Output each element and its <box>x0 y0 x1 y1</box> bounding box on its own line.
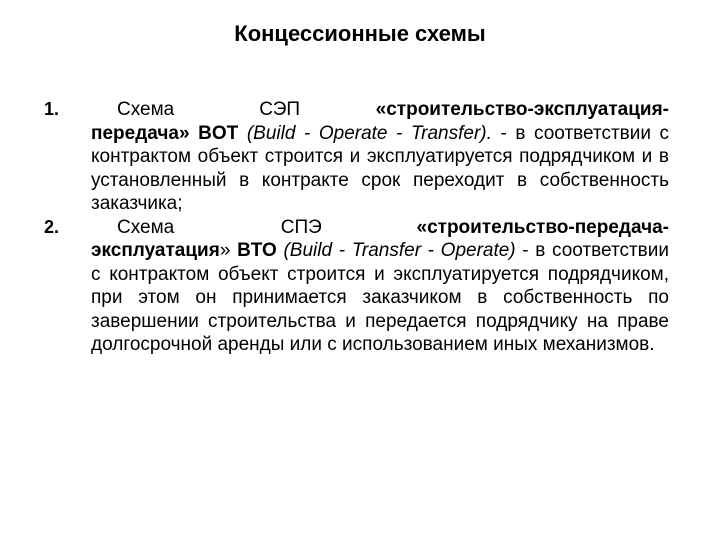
scheme-word: Схема <box>117 216 175 238</box>
list-item <box>0 98 720 216</box>
scheme-description: - в соответствии с контрактом объект строится и эксплуатируется подрядчиком, при этом он принимается заказчиком в собственность по завершении строительства и передается подрядчику на праве долгосрочной аренды или с использованием иных механизмов. <box>91 240 669 355</box>
scheme-abbr: СПЭ <box>280 216 322 238</box>
list-item-number: 1. <box>44 99 60 119</box>
scheme-expansion: (Build - Operate - Transfer). <box>246 122 492 144</box>
list-item <box>0 216 720 357</box>
scheme-name: «строительство-эксплуатация-передача» <box>91 99 669 144</box>
concession-scheme-list <box>0 98 720 357</box>
scheme-expansion: (Build - Transfer - Operate) <box>283 240 516 261</box>
list-item-text <box>91 98 669 216</box>
list-item-number: 2. <box>44 216 60 237</box>
scheme-word: Схема <box>117 99 175 120</box>
scheme-abbr: СЭП <box>259 99 301 120</box>
scheme-name: «строительство-передача-эксплуатация <box>91 216 669 261</box>
list-item-text <box>91 216 669 357</box>
scheme-code: BOT <box>198 122 239 144</box>
scheme-description: - в соответствии с контрактом объект строится и эксплуатируется подрядчиком и в установленный в контракте срок переходит в собственность заказчика; <box>91 122 670 214</box>
scheme-name-close: » <box>219 240 231 261</box>
scheme-code: BTO <box>237 240 277 261</box>
page-title: Концессионные схемы <box>234 21 486 46</box>
